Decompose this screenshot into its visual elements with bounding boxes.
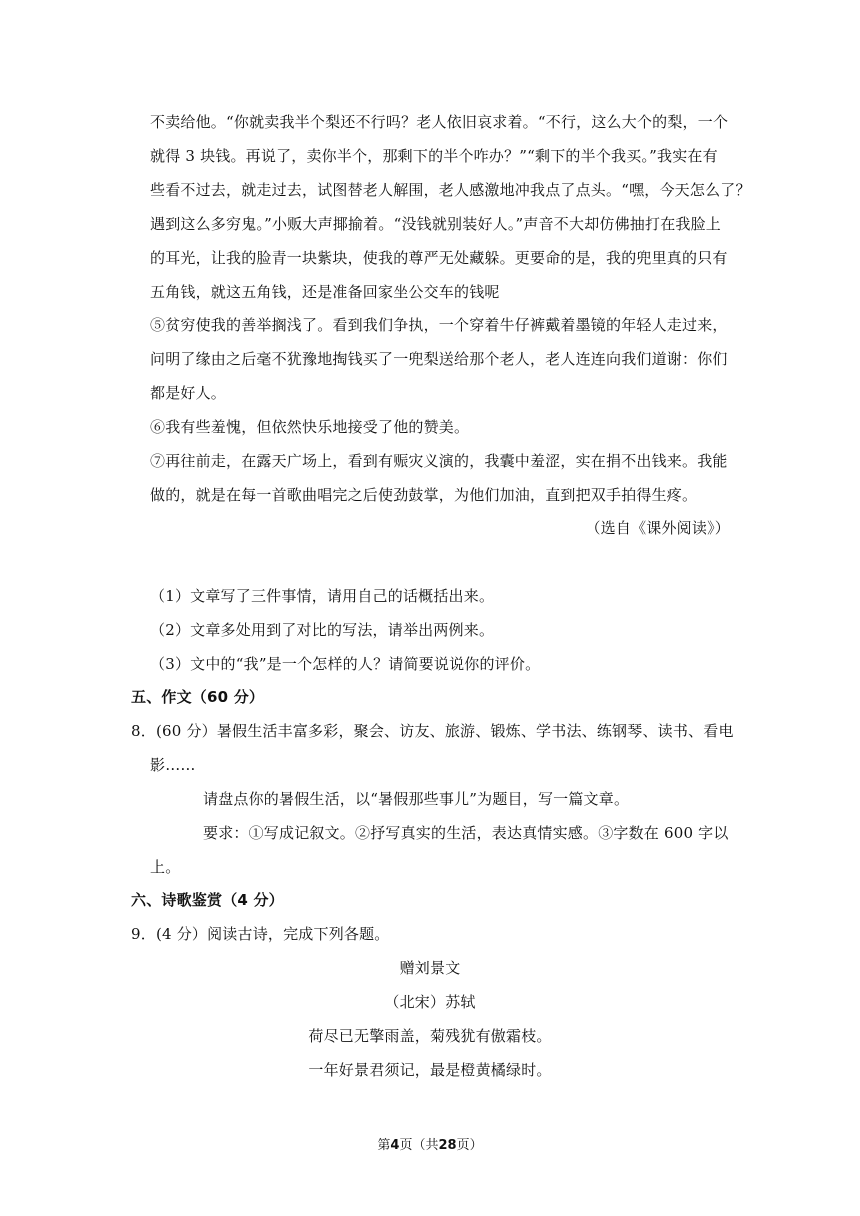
composition-requirements: 要求：①写成记叙文。②抒写真实的生活，表达真情实感。③字数在 600 字以 <box>203 824 729 842</box>
passage-line: 都是好人。 <box>150 384 227 402</box>
section-heading-composition: 五、作文（60 分） <box>131 688 265 706</box>
question-8: 8．(60 分）暑假生活丰富多彩，聚会、访友、旅游、锻炼、学书法、练钢琴、读书、看电 <box>131 722 734 740</box>
question-item: （2）文章多处用到了对比的写法，请举出两例来。 <box>150 621 495 639</box>
footer-suffix: 页） <box>456 1138 483 1153</box>
composition-prompt: 请盘点你的暑假生活，以“暑假那些事儿”为题目，写一篇文章。 <box>203 790 630 808</box>
passage-line: 五角钱，就这五角钱，还是准备回家坐公交车的钱呢 <box>150 283 500 301</box>
passage-line: ⑥我有些羞愧，但依然快乐地接受了他的赞美。 <box>150 418 470 436</box>
passage-line: 做的，就是在每一首歌曲唱完之后使劲鼓掌，为他们加油，直到把双手拍得生疼。 <box>150 486 698 504</box>
passage-line: ⑤贫穷使我的善举搁浅了。看到我们争执，一个穿着牛仔裤戴着墨镜的年轻人走过来， <box>150 316 728 334</box>
footer-mid: 页（共 <box>399 1138 439 1153</box>
question-9: 9．(4 分）阅读古诗，完成下列各题。 <box>131 925 390 943</box>
page-footer <box>0 1137 860 1155</box>
passage-line: 遇到这么多穷鬼。”小贩大声揶揄着。“没钱就别装好人。”声音不大却仿佛抽打在我脸上 <box>150 215 722 233</box>
passage-line: 些看不过去，就走过去，试图替老人解围，老人感激地冲我点了点头。“嘿，今天怎么了？ <box>150 181 751 199</box>
footer-page-number: 4 <box>390 1138 400 1153</box>
poem-author: （北宋）苏轼 <box>384 993 476 1011</box>
passage-line: 不卖给他。“你就卖我半个梨还不行吗？老人依旧哀求着。“不行，这么大个的梨，一个 <box>150 113 729 131</box>
composition-requirements-continued: 上。 <box>150 858 181 876</box>
passage-line: 的耳光，让我的脸青一块紫块，使我的尊严无处藏躲。更要命的是，我的兜里真的只有 <box>150 249 728 267</box>
question-item: （3）文中的“我”是一个怎样的人？请简要说说你的评价。 <box>150 655 541 673</box>
poem-line: 一年好景君须记，最是橙黄橘绿时。 <box>308 1061 552 1079</box>
passage-source: （选自《课外阅读》） <box>585 519 730 537</box>
passage-line: ⑦再往前走，在露天广场上，看到有赈灾义演的，我囊中羞涩，实在捐不出钱来。我能 <box>150 452 728 470</box>
footer-total-pages: 28 <box>438 1138 457 1153</box>
passage-line: 问明了缘由之后毫不犹豫地掏钱买了一兜梨送给那个老人，老人连连向我们道谢：你们 <box>150 350 728 368</box>
poem-title: 赠刘景文 <box>399 959 461 977</box>
footer-prefix: 第 <box>377 1138 391 1153</box>
section-heading-poetry: 六、诗歌鉴赏（4 分） <box>131 891 284 909</box>
question-8-continued: 影…… <box>150 756 196 774</box>
poem-line: 荷尽已无擎雨盖，菊残犹有傲霜枝。 <box>308 1027 552 1045</box>
question-item: （1）文章写了三件事情，请用自己的话概括出来。 <box>150 587 495 605</box>
passage-line: 就得 3 块钱。再说了，卖你半个，那剩下的半个咋办？”“剩下的半个我买。”我实在有 <box>150 147 718 165</box>
